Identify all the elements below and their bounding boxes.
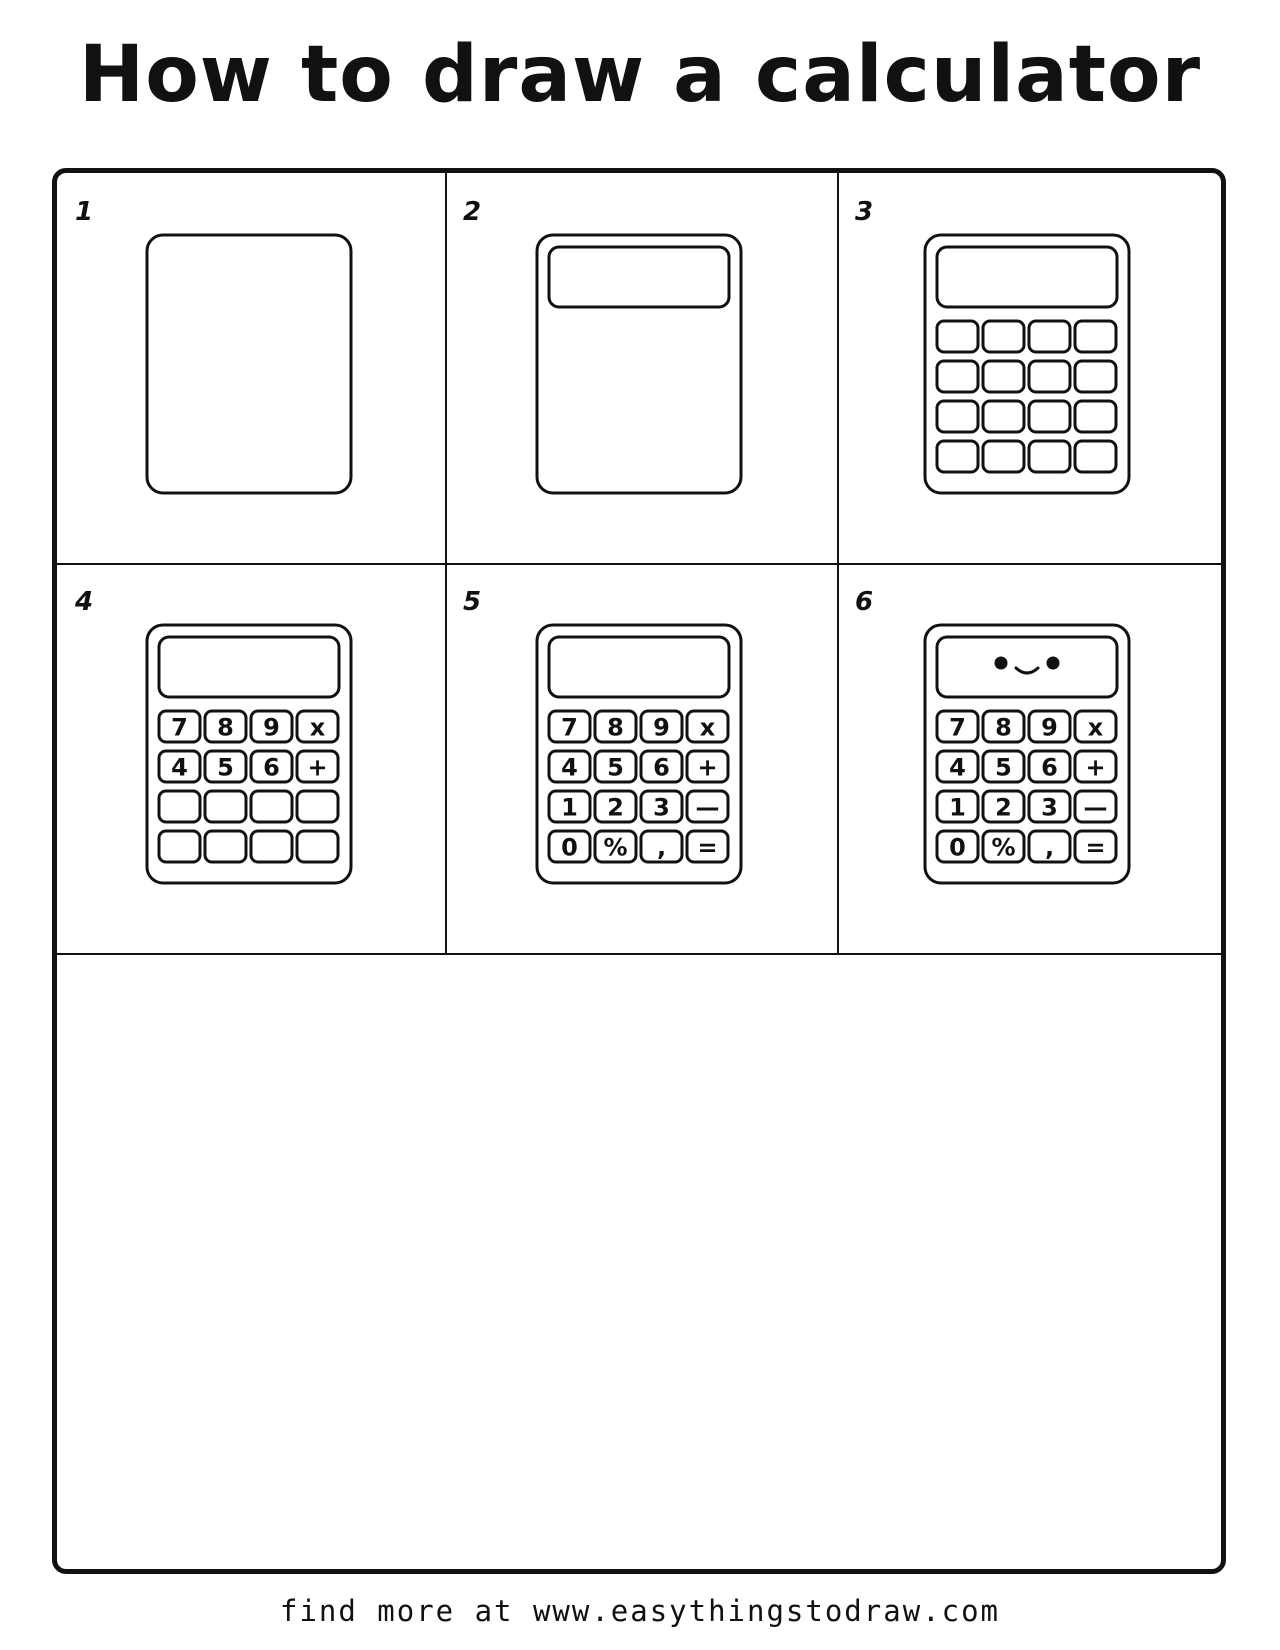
- calculator-key-label: 2: [607, 793, 624, 822]
- calculator-key: [297, 791, 338, 822]
- step-illustration: [445, 173, 837, 563]
- calculator-key: [205, 791, 246, 822]
- calculator-key-label: 0: [561, 833, 578, 862]
- calculator-key: [251, 831, 292, 862]
- step-illustration: [57, 173, 445, 563]
- calculator-key: [159, 831, 200, 862]
- calculator-key-label: 7: [949, 713, 966, 742]
- calculator-key: [1075, 321, 1116, 352]
- calculator-key-label: —: [695, 793, 720, 822]
- practice-drawing-area[interactable]: [57, 953, 1221, 1569]
- page-title: How to draw a calculator: [78, 30, 1202, 120]
- step-illustration: [837, 173, 1221, 563]
- step-illustration: [837, 563, 1221, 953]
- steps-grid: [57, 173, 1221, 953]
- calculator-drawing: [925, 235, 1129, 493]
- calculator-key-label: 9: [263, 713, 280, 742]
- left-eye-icon: [995, 657, 1008, 670]
- calculator-key-label: 0: [949, 833, 966, 862]
- calculator-display: [549, 247, 729, 307]
- calculator-key-label: 4: [949, 753, 966, 782]
- calculator-key-label: x: [309, 713, 326, 742]
- calculator-key-label: 9: [653, 713, 670, 742]
- calculator-key-label: x: [699, 713, 716, 742]
- step-panel-1: [57, 173, 445, 563]
- step-panel-3: [837, 173, 1221, 563]
- step-number: 3: [855, 197, 874, 227]
- calculator-key: [1029, 361, 1070, 392]
- calculator-key-label: 9: [1041, 713, 1058, 742]
- step-illustration: [445, 563, 837, 953]
- calculator-key-label: 6: [263, 753, 280, 782]
- calculator-key-label: 5: [217, 753, 234, 782]
- calculator-body: [147, 235, 351, 493]
- calculator-key: [159, 791, 200, 822]
- footer-credit: find more at www.easythingstodraw.com: [279, 1594, 1000, 1628]
- calculator-key-label: x: [1087, 713, 1104, 742]
- step-number: 6: [855, 587, 874, 617]
- calculator-key: [983, 361, 1024, 392]
- calculator-key-label: 3: [653, 793, 670, 822]
- worksheet-frame: [52, 168, 1226, 1574]
- right-eye-icon: [1047, 657, 1060, 670]
- calculator-key-label: =: [1085, 833, 1106, 862]
- calculator-key-label: 6: [1041, 753, 1058, 782]
- step-number: 1: [75, 197, 94, 227]
- calculator-key-label: ,: [656, 833, 667, 862]
- calculator-key-label: 4: [561, 753, 578, 782]
- calculator-key-label: =: [697, 833, 718, 862]
- calculator-drawing: [925, 625, 1129, 883]
- calculator-key-label: 4: [171, 753, 188, 782]
- calculator-key: [983, 401, 1024, 432]
- calculator-key-label: 7: [561, 713, 578, 742]
- calculator-display: [159, 637, 339, 697]
- calculator-key-label: +: [1085, 753, 1106, 782]
- calculator-key-label: ,: [1044, 833, 1055, 862]
- calculator-key-label: 1: [561, 793, 578, 822]
- calculator-key: [1029, 441, 1070, 472]
- calculator-key: [297, 831, 338, 862]
- calculator-drawing: [147, 625, 351, 883]
- step-number: 5: [463, 587, 482, 617]
- step-panel-5: [445, 563, 837, 953]
- calculator-key: [937, 321, 978, 352]
- calculator-key-label: 2: [995, 793, 1012, 822]
- calculator-drawing: [537, 625, 741, 883]
- calculator-display: [937, 637, 1117, 697]
- step-panel-6: [837, 563, 1221, 953]
- calculator-key: [937, 441, 978, 472]
- calculator-key: [937, 401, 978, 432]
- calculator-key-label: 1: [949, 793, 966, 822]
- step-panel-2: [445, 173, 837, 563]
- step-panel-4: [57, 563, 445, 953]
- calculator-key-label: 8: [217, 713, 234, 742]
- calculator-key: [937, 361, 978, 392]
- step-illustration: [57, 563, 445, 953]
- calculator-key-label: +: [697, 753, 718, 782]
- calculator-key-label: 7: [171, 713, 188, 742]
- calculator-key-label: 5: [607, 753, 624, 782]
- step-number: 2: [463, 197, 482, 227]
- calculator-key: [251, 791, 292, 822]
- calculator-key: [1075, 361, 1116, 392]
- calculator-key-label: %: [991, 833, 1016, 862]
- calculator-drawing: [147, 235, 351, 493]
- calculator-key-label: 5: [995, 753, 1012, 782]
- calculator-key-label: 3: [1041, 793, 1058, 822]
- calculator-key: [205, 831, 246, 862]
- calculator-display: [549, 637, 729, 697]
- calculator-key-label: 8: [607, 713, 624, 742]
- calculator-key: [1075, 441, 1116, 472]
- calculator-key-label: —: [1083, 793, 1108, 822]
- calculator-key: [1029, 401, 1070, 432]
- calculator-key-label: +: [307, 753, 328, 782]
- calculator-key-label: 6: [653, 753, 670, 782]
- calculator-display: [937, 247, 1117, 307]
- calculator-key: [1029, 321, 1070, 352]
- calculator-key-label: 8: [995, 713, 1012, 742]
- calculator-key: [983, 441, 1024, 472]
- calculator-key-label: %: [603, 833, 628, 862]
- calculator-key: [1075, 401, 1116, 432]
- calculator-key: [983, 321, 1024, 352]
- calculator-drawing: [537, 235, 741, 493]
- step-number: 4: [75, 587, 94, 617]
